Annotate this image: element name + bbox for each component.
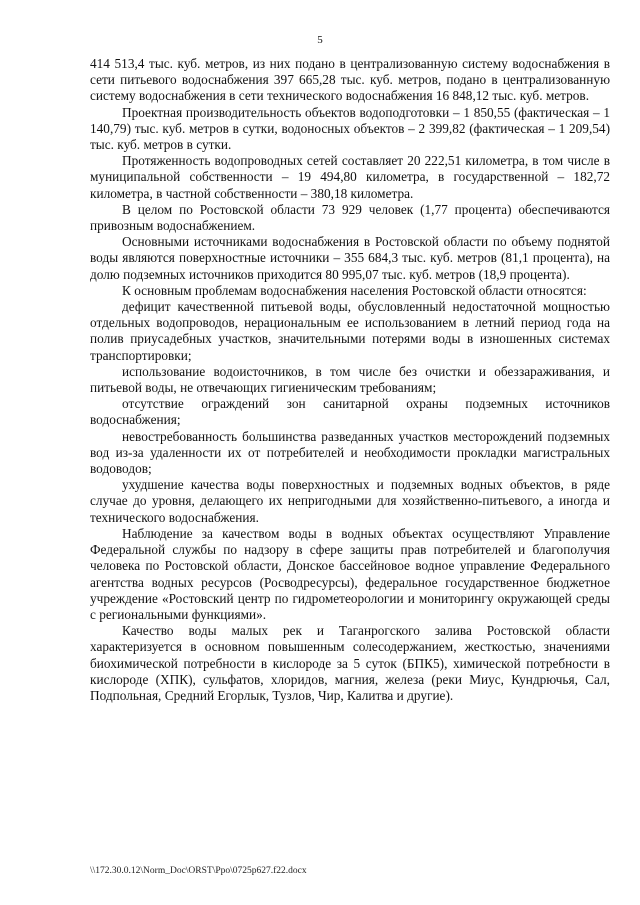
footer-file-path: \\172.30.0.12\Norm_Doc\ORST\Ppo\0725p627.f22.docx	[90, 866, 307, 876]
paragraph-4: В целом по Ростовской области 73 929 человек (1,77 процента) обеспечиваются привозным водоснабжением.	[90, 201, 610, 234]
list-item-3: отсутствие ограждений зон санитарной охраны подземных источников водоснабжения;	[90, 396, 610, 428]
list-item-1: дефицит качественной питьевой воды, обусловленный недостаточной мощностью отдельных водопроводов, нерациональным ее использованием в летний период года на полив приусадебных участков, значительными потерями воды в изношенных системах транспортировки;	[90, 299, 610, 363]
paragraph-8: Качество воды малых рек и Таганрогского залива Ростовской области характеризуется в основном повышенным солесодержанием, жесткостью, значениями биохимической потребности в кислороде за 5 суток (БПК5), химической потребности в кислороде (ХПК), сульфатов, хлоридов, магния, железа (реки Миус, Кундрючья, Сал, Подпольная, Средний Егорлык, Тузлов, Чир, Калитва и другие).	[90, 623, 610, 703]
paragraph-3: Протяженность водопроводных сетей составляет 20 222,51 километра, в том числе в муниципальной собственности – 19 494,80 километра, в государственной – 182,72 километра, в частной собственности – 380,18 километра.	[90, 153, 610, 201]
paragraph-1: 414 513,4 тыс. куб. метров, из них подано в централизованную систему водоснабжения в сети питьевого водоснабжения 397 665,28 тыс. куб. метров, подано в централизованную систему водоснабжения в сети технического водоснабжения 16 848,12 тыс. куб. метров.	[90, 56, 610, 104]
paragraph-5: Основными источниками водоснабжения в Ростовской области по объему поднятой воды являются поверхностные источники – 355 684,3 тыс. куб. метров (81,1 процента), на долю подземных источников приходится 80 995,07 тыс. куб. метров (18,9 процента).	[90, 234, 610, 282]
paragraph-7: Наблюдение за качеством воды в водных объектах осуществляют Управление Федеральной службы по надзору в сфере защиты прав потребителей и благополучия человека по Ростовской области, Донское бассейновое водное управление Федерального агентства водных ресурсов (Росводресурсы), федеральное государственное бюджетное учреждение «Ростовский центр по гидрометеорологии и мониторингу окружающей среды с региональными функциями».	[90, 525, 610, 622]
page-number: 5	[317, 34, 323, 46]
paragraph-2: Проектная производительность объектов водоподготовки – 1 850,55 (фактическая – 1 140,79) тыс. куб. метров в сутки, водоносных объектов – 2 399,82 (фактическая – 1 209,54) тыс. куб. метров в сутки.	[90, 104, 610, 153]
paragraph-6: К основным проблемам водоснабжения населения Ростовской области относятся:	[122, 282, 587, 298]
list-item-5: ухудшение качества воды поверхностных и подземных водных объектов, в ряде случае до уровня, делающего их непригодными для хозяйственно-питьевого, а иногда и технического водоснабжения.	[90, 477, 610, 525]
list-item-2: использование водоисточников, в том числе без очистки и обеззараживания, и питьевой воды, не отвечающих гигиеническим требованиям;	[90, 363, 610, 396]
document-body	[90, 56, 610, 704]
list-item-4: невостребованность большинства разведанных участков месторождений подземных вод из-за удаленности их от потребителей и необходимости прокладки магистральных водоводов;	[90, 428, 610, 477]
